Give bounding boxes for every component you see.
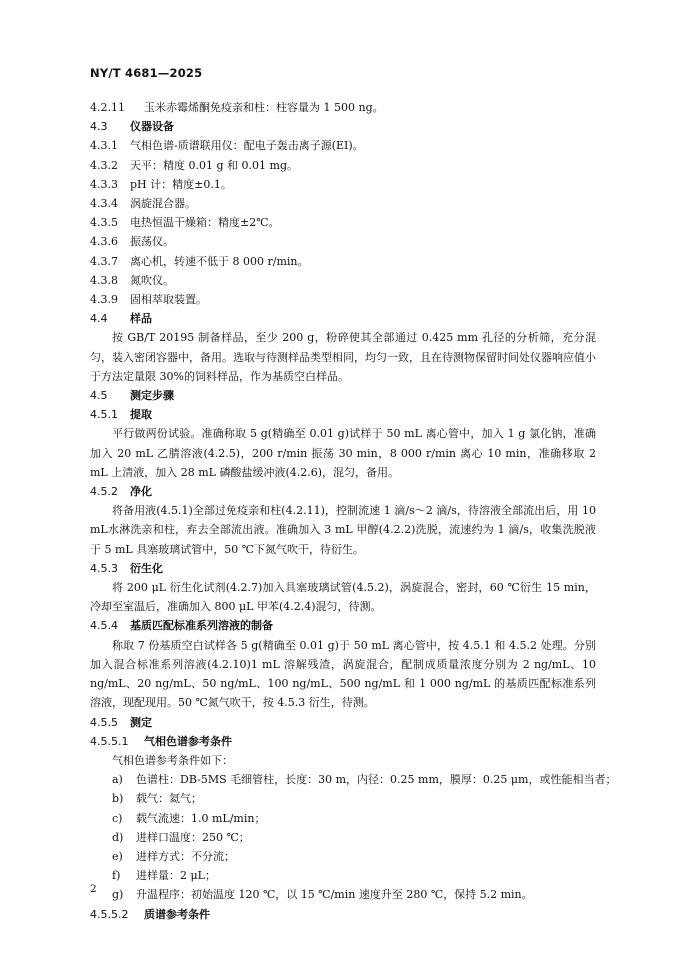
list-text: 色谱柱：DB-5MS 毛细管柱，长度：30 m，内径：0.25 mm，膜厚：0.25 μm，或性能相当者； <box>136 773 617 787</box>
list-text: 进样量：2 μL； <box>136 869 216 883</box>
clause-number: 4.3.6 <box>90 235 118 249</box>
section-4-5-5-1 <box>90 732 596 751</box>
sample-paragraph: 按 GB/T 20195 制备样品，至少 200 g，粉碎使其全部通过 0.425 mm 孔径的分析筛，充分混匀，装入密闭容器中，备用。选取与待测样品类型相同，均匀一致，且在待测物保留时间处仪器响应值小于方法定量限 30%的饲料样品，作为基质空白样品。 <box>90 331 596 383</box>
section-number: 4.5.2 <box>90 485 118 499</box>
gc-item-c <box>90 809 596 828</box>
clause-text: 氮吹仪。 <box>130 273 174 287</box>
gc-item-b <box>90 789 596 808</box>
clause-number: 4.3.8 <box>90 273 118 287</box>
clause-4-3-3 <box>90 175 596 194</box>
clause-text: 离心机，转速不低于 8 000 r/min。 <box>130 254 309 268</box>
gc-item-f <box>90 866 596 885</box>
clause-4-3-5 <box>90 213 596 232</box>
section-number: 4.5.3 <box>90 561 118 575</box>
clause-4-3-8 <box>90 271 596 290</box>
gc-item-g <box>90 885 596 904</box>
section-4-5-3 <box>90 559 596 578</box>
clause-number: 4.3.1 <box>90 139 118 153</box>
section-number: 4.5.5.2 <box>90 907 129 921</box>
document-body <box>90 98 617 924</box>
list-label: f) <box>112 869 121 883</box>
clause-text: 振荡仪。 <box>130 235 174 249</box>
section-number: 4.4 <box>90 312 108 326</box>
section-number: 4.3 <box>90 120 108 134</box>
section-number: 4.5.1 <box>90 408 118 422</box>
list-text: 进样方式：不分流； <box>136 849 235 863</box>
clause-text: 玉米赤霉烯酮免疫亲和柱：柱容量为 1 500 ng。 <box>144 101 384 114</box>
section-number: 4.5.4 <box>90 619 118 633</box>
extraction-paragraph: 平行做两份试验。准确称取 5 g(精确至 0.01 g)试样于 50 mL 离心管中，加入 1 g 氯化钠，准确加入 20 mL 乙腈溶液(4.2.5)，200 r/min 振荡 30 min，8 000 r/min 离心 10 min，准确移取 2 mL 上清液，加入 28 mL 磷酸盐缓冲液(4.2.6)，混匀，备用。 <box>90 427 596 479</box>
gc-intro: 气相色谱参考条件如下： <box>112 753 233 767</box>
section-4-5-4 <box>90 616 596 635</box>
list-label: b) <box>112 792 124 806</box>
list-text: 进样口温度：250 ℃； <box>136 830 250 844</box>
gc-item-e <box>90 847 596 866</box>
list-label: c) <box>112 811 123 825</box>
clause-4-2-11 <box>90 98 596 117</box>
list-label: g) <box>112 888 124 902</box>
clause-number: 4.3.3 <box>90 177 118 191</box>
section-4-3 <box>90 117 596 136</box>
clause-4-3-4 <box>90 194 596 213</box>
clause-4-3-7 <box>90 252 596 271</box>
section-4-5-5-2 <box>90 905 596 924</box>
section-title: 衍生化 <box>130 561 163 575</box>
section-4-5-1 <box>90 405 596 424</box>
clause-4-3-6 <box>90 232 596 251</box>
clause-text: 固相萃取装置。 <box>130 293 207 307</box>
section-title: 提取 <box>130 408 152 422</box>
section-title: 净化 <box>130 485 152 499</box>
clause-number: 4.2.11 <box>90 101 125 114</box>
derivatization-paragraph: 将 200 μL 衍生化试剂(4.2.7)加入具塞玻璃试管(4.5.2)，涡旋混合，密封，60 ℃衍生 15 min，冷却至室温后，准确加入 800 μL 甲苯(4.2.4)混匀，待测。 <box>90 581 596 614</box>
list-text: 载气：氦气； <box>136 792 202 806</box>
section-title: 基质匹配标准系列溶液的制备 <box>130 619 273 633</box>
clause-4-3-2 <box>90 156 596 175</box>
section-title: 气相色谱参考条件 <box>144 734 232 748</box>
section-number: 4.5 <box>90 389 108 403</box>
section-title: 测定步骤 <box>130 389 174 403</box>
clause-text: 涡旋混合器。 <box>130 197 196 211</box>
matrix-standard-paragraph: 称取 7 份基质空白试样各 5 g(精确至 0.01 g)于 50 mL 离心管中，按 4.5.1 和 4.5.2 处理。分别加入混合标准系列溶液(4.2.10)1 mL 溶解残渣，涡旋混合，配制成质量浓度分别为 2 ng/mL、10 ng/mL、20 ng/mL、50 ng/mL、100 ng/mL、500 ng/mL 和 1 000 ng/mL 的基质匹配标准系列溶液，现配现用。50 ℃氮气吹干，按 4.5.3 衍生，待测。 <box>90 638 596 710</box>
list-label: e) <box>112 849 123 863</box>
section-title: 样品 <box>130 312 152 326</box>
section-4-5-5 <box>90 713 596 732</box>
standard-number: NY/T 4681—2025 <box>90 66 203 80</box>
clause-text: 天平：精度 0.01 g 和 0.01 mg。 <box>130 158 298 172</box>
clause-text: 气相色谱-质谱联用仪：配电子轰击离子源(EI)。 <box>130 139 364 153</box>
section-title: 质谱参考条件 <box>144 907 210 921</box>
section-title: 仪器设备 <box>130 120 174 134</box>
list-text: 载气流速：1.0 mL/min； <box>136 811 266 825</box>
section-number: 4.5.5.1 <box>90 734 129 748</box>
clause-number: 4.3.2 <box>90 158 118 172</box>
clause-text: 电热恒温干燥箱：精度±2℃。 <box>130 216 280 230</box>
list-text: 升温程序：初始温度 120 ℃，以 15 ℃/min 速度升至 280 ℃，保持 5.2 min。 <box>136 888 533 902</box>
list-label: d) <box>112 830 124 844</box>
page-number: 2 <box>90 883 97 895</box>
purification-paragraph: 将备用液(4.5.1)全部过免疫亲和柱(4.2.11)，控制流速 1 滴/s～2 滴/s，待溶液全部流出后，用 10 mL水淋洗亲和柱，弃去全部流出液。准确加入 3 mL 甲醇(4.2.2)洗脱，流速约为 1 滴/s，收集洗脱液于 5 mL 具塞玻璃试管中，50 ℃下氮气吹干，待衍生。 <box>90 504 596 556</box>
clause-4-3-9 <box>90 290 596 309</box>
gc-item-a <box>90 770 617 789</box>
section-4-4 <box>90 309 596 328</box>
clause-number: 4.3.5 <box>90 216 118 230</box>
gc-item-d <box>90 828 596 847</box>
list-label: a) <box>112 773 123 787</box>
clause-number: 4.3.7 <box>90 254 118 268</box>
clause-4-3-1 <box>90 136 596 155</box>
section-4-5-2 <box>90 482 596 501</box>
clause-text: pH 计：精度±0.1。 <box>130 177 232 191</box>
section-title: 测定 <box>130 715 152 729</box>
clause-number: 4.3.9 <box>90 293 118 307</box>
clause-number: 4.3.4 <box>90 197 118 211</box>
section-4-5 <box>90 386 596 405</box>
section-number: 4.5.5 <box>90 715 118 729</box>
